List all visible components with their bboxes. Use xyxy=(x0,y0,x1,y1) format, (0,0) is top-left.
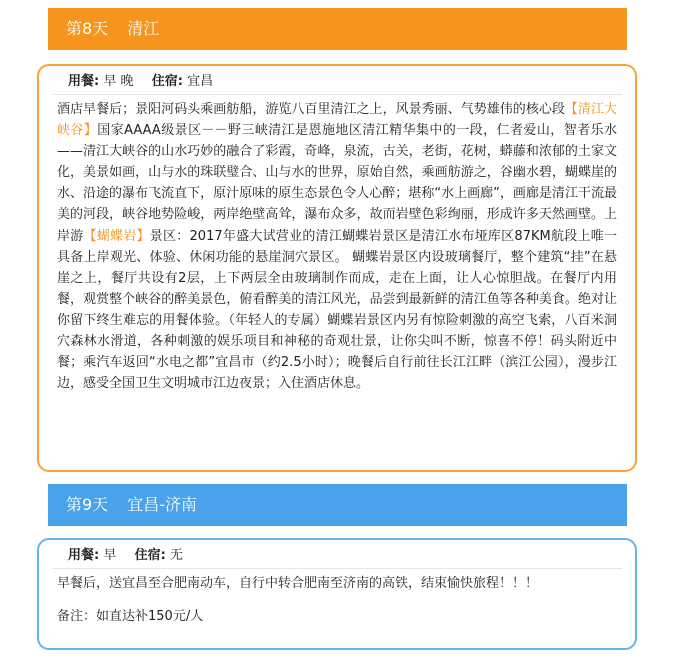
day9-card xyxy=(37,538,637,650)
desc-text-2: 国家AAAA级景区－－野三峡清江是恩施地区清江精华集中的一段，仁者爱山，智者乐水——清江大峡谷的山水巧妙的融合了彩霞，奇峰，泉流，古关，老街，花树，蟒藤和浓郁的土家文化，美景如画，山与水的珠联璧合、山与水的世界，原始自然，乘画舫游之，谷幽水碧，蝴蝶崖的水、沿途的瀑布飞流直下，原汁原味的原生态景色令人心醉；堪称“水上画廊”，画廊是清江干流最美的河段，峡谷地势险峻，两岸绝壁高耸，瀑布众多，故而岩壁色彩绚丽，形成许多天然画壁。上岸游 xyxy=(57,123,617,244)
stay-label: 住宿: xyxy=(134,548,166,563)
divider xyxy=(52,94,622,95)
meal-label: 用餐: xyxy=(68,74,100,89)
desc-text-3: 景区：2017年盛大试营业的清江蝴蝶岩景区是清江水布垭库区87KM航段上唯一具备上岸观光、体验、休闲功能的悬崖洞穴景区。 蝴蝶岩景区内设玻璃餐厅，整个建筑“挂”在悬崖之上，餐厅共设有2层，上下两层全由玻璃制作而成，走在上面，让人心惊胆战。在餐厅内用餐，观赏整个峡谷的醉美景色，俯看醉美的清江风光，品尝到最新鲜的清江鱼等各种美食。绝对让你留下终生难忘的用餐体验。（年轻人的专属）蝴蝶岩景区内另有惊险刺激的高空飞索，八百米洞穴森林水滑道，各种刺激的娱乐项目和神秘的奇观壮景，让你尖叫不断，惊喜不停！码头附近中餐；乘汽车返回“水电之都”宜昌市（约2.5小时）；晚餐后自行前往长江江畔（滨江公园），漫步江边，感受全国卫生文明城市江边夜景；入住酒店休息。 xyxy=(57,228,617,392)
stay-value: 宜昌 xyxy=(187,74,214,89)
meal-value: 早 xyxy=(103,548,117,563)
stay-value: 无 xyxy=(169,548,183,563)
day8-card xyxy=(37,64,637,472)
stay-label: 住宿: xyxy=(151,74,183,89)
highlight-butterfly-rock: 【蝴蝶岩】 xyxy=(83,228,150,244)
day8-description xyxy=(57,99,617,394)
day9-note: 备注：如直达补150元/人 xyxy=(57,609,204,625)
day9-description xyxy=(57,573,617,627)
day9-number: 第9天 xyxy=(66,495,109,514)
desc-text-1: 酒店早餐后；景阳河码头乘画舫船，游览八百里清江之上，风景秀丽、气势雄伟的核心段 xyxy=(57,102,565,117)
day9-place: 宜昌-济南 xyxy=(127,495,198,514)
day9-text: 早餐后，送宜昌至合肥南动车，自行中转合肥南至济南的高铁，结束愉快旅程！！！ xyxy=(57,576,539,591)
day9-meals xyxy=(68,547,183,565)
day9-header xyxy=(48,484,627,526)
divider xyxy=(52,568,622,569)
day8-place: 清江 xyxy=(127,19,160,38)
meal-value: 早 晚 xyxy=(103,74,134,89)
day8-header xyxy=(48,8,627,50)
meal-label: 用餐: xyxy=(68,548,100,563)
highlight-qingjiang-canyon: 【清江大峡谷】 xyxy=(57,102,617,139)
day8-number: 第8天 xyxy=(66,19,109,38)
day8-meals xyxy=(68,73,213,91)
